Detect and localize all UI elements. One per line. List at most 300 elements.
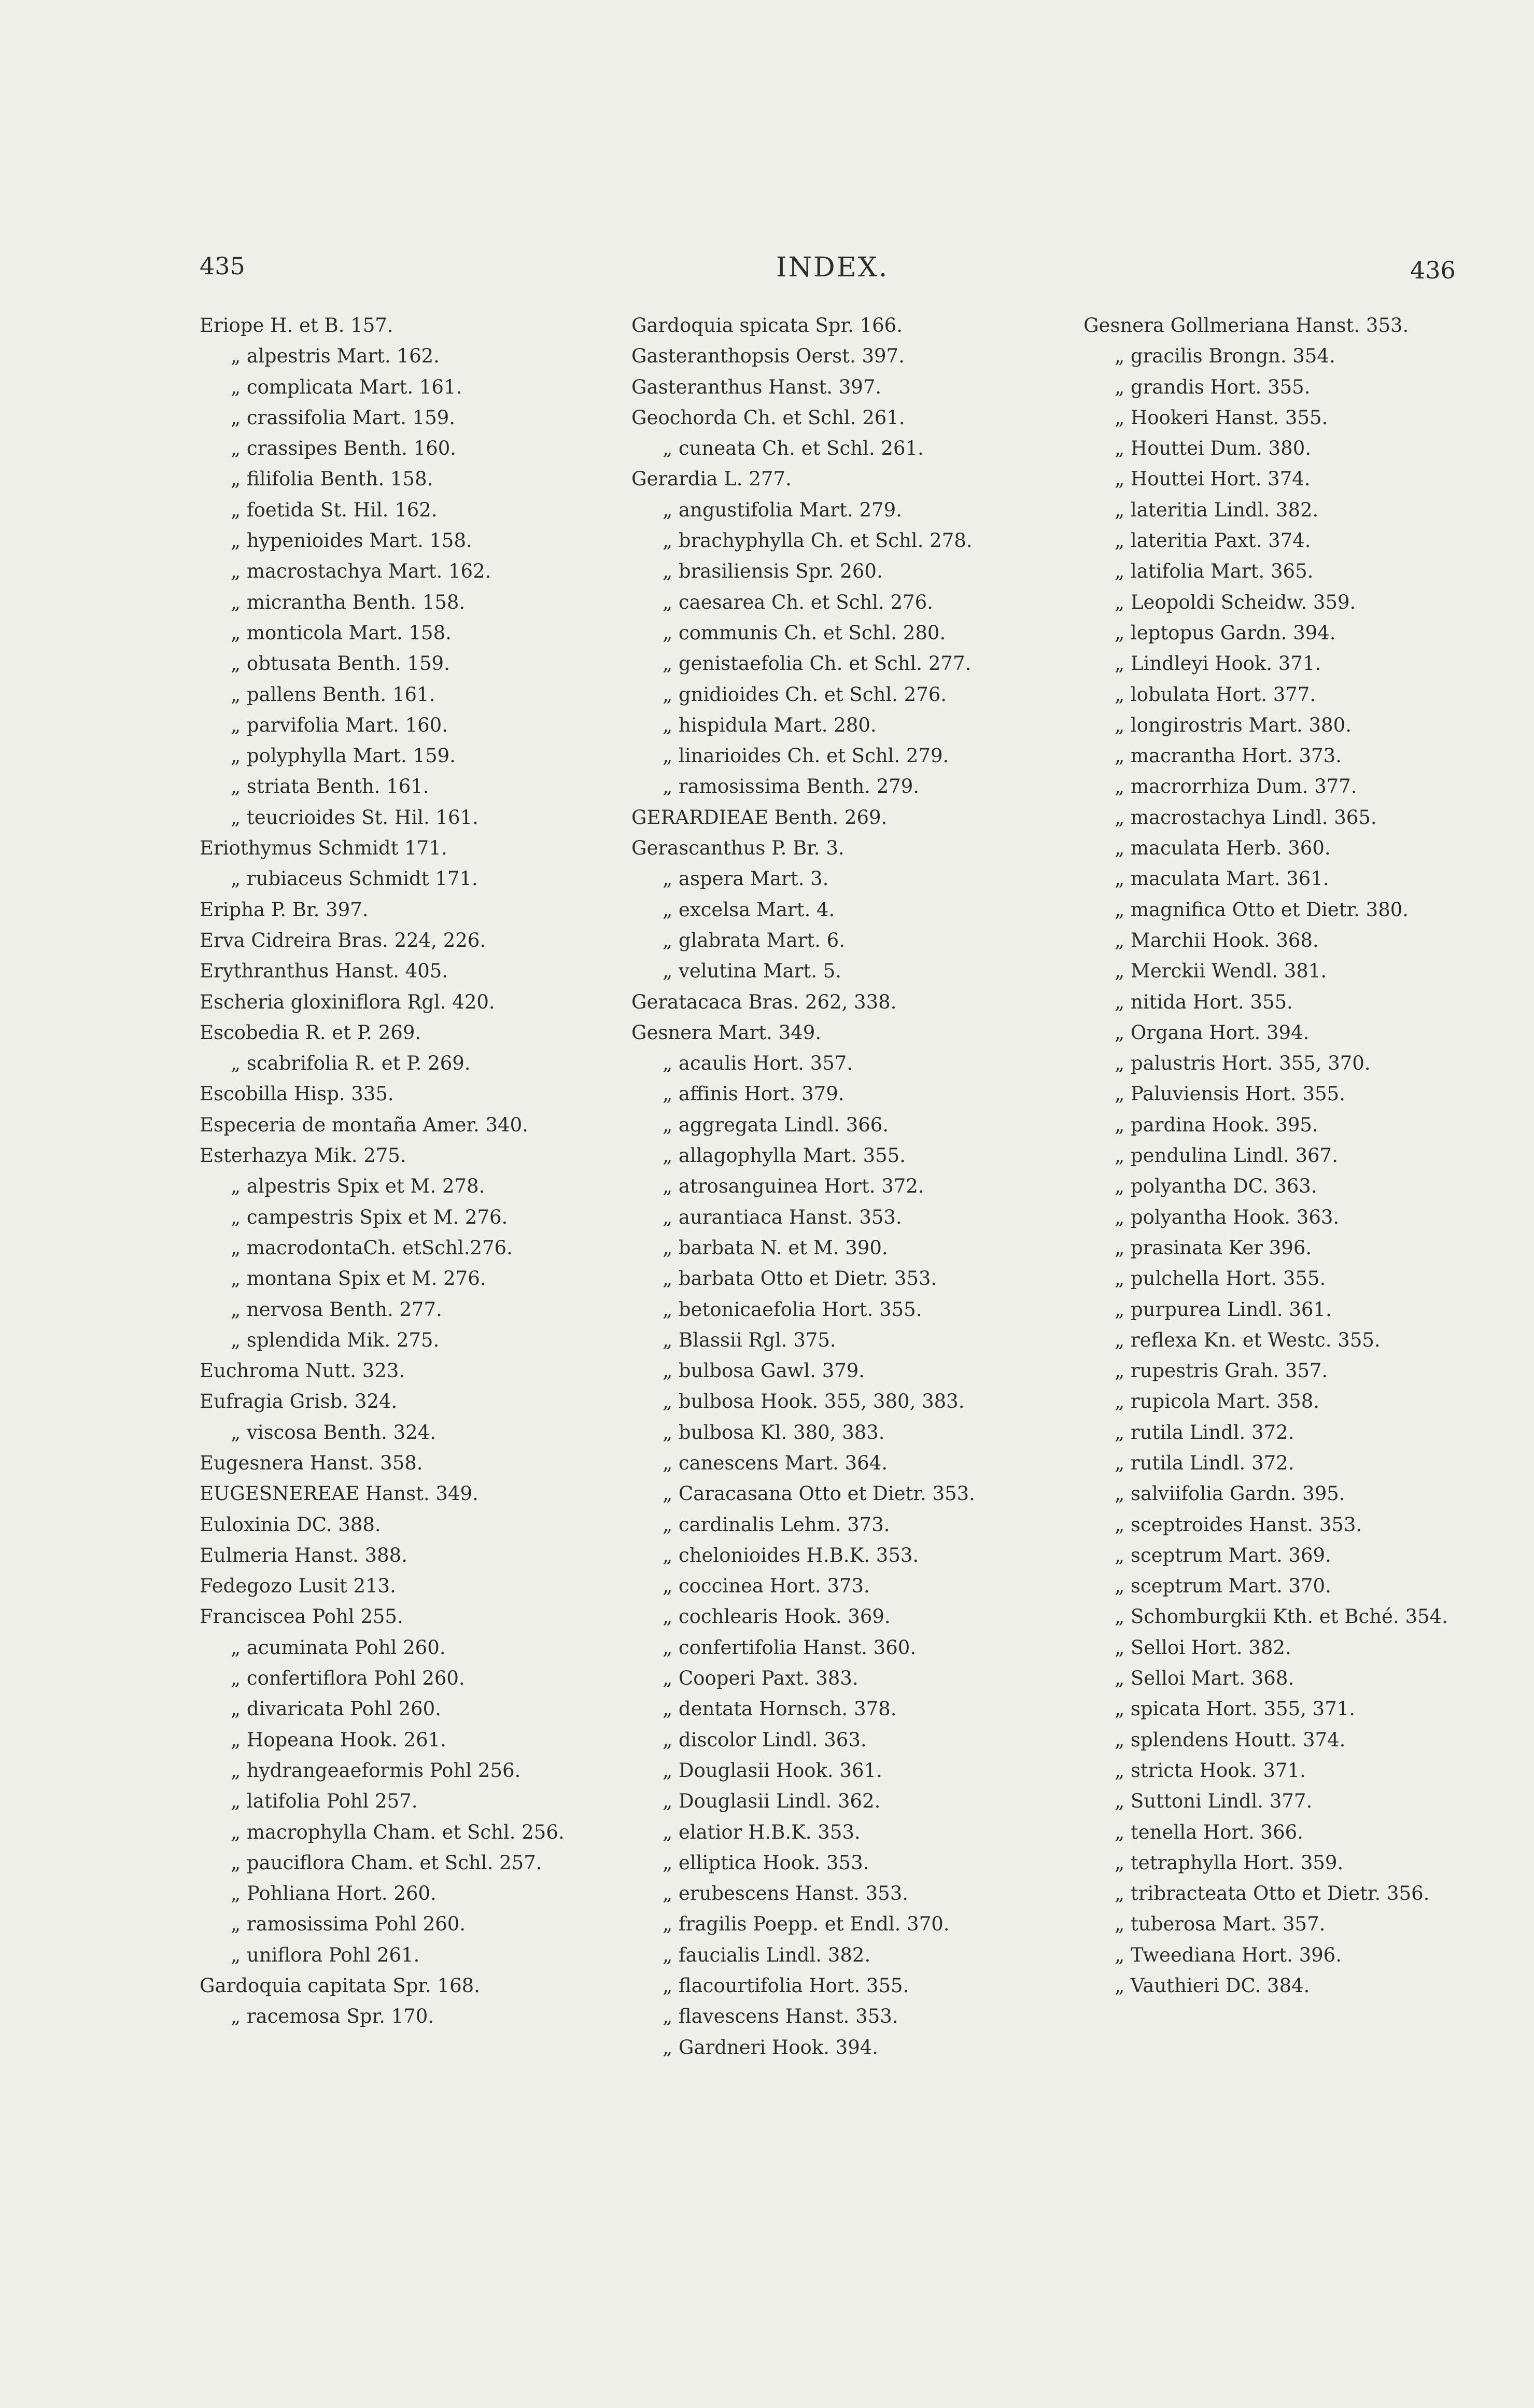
index-entry xyxy=(631,495,1062,525)
index-entry xyxy=(631,525,1062,556)
index-entry xyxy=(1083,433,1514,464)
index-entry-text: „ cuneata Ch. et Schl. 261. xyxy=(663,437,924,460)
index-entry-text: „ glabrata Mart. 6. xyxy=(663,929,845,951)
index-entry-text: „ pallens Benth. 161. xyxy=(231,683,435,706)
index-entry xyxy=(631,464,1062,494)
index-entry-text: „ Hopeana Hook. 261. xyxy=(231,1728,446,1751)
index-entry-text: „ Suttoni Lindl. 377. xyxy=(1115,1790,1313,1813)
index-entry xyxy=(631,587,1062,618)
index-entry-text: „ barbata Otto et Dietr. 353. xyxy=(663,1267,937,1290)
index-entry-text: „ alpestris Mart. 162. xyxy=(231,345,440,368)
index-entry xyxy=(1083,987,1514,1017)
index-entry-text: „ Tweediana Hort. 396. xyxy=(1115,1943,1342,1966)
index-entry-text: Gerascanthus P. Br. 3. xyxy=(631,837,845,860)
index-entry xyxy=(631,1171,1062,1201)
index-entry-text: Fedegozo Lusit 213. xyxy=(200,1575,396,1598)
index-entry-text: „ polyantha DC. 363. xyxy=(1115,1175,1317,1198)
index-entry-text: „ macrodontaCh. etSchl.276. xyxy=(231,1236,513,1259)
index-entry xyxy=(1083,1110,1514,1140)
index-entry-text: „ velutina Mart. 5. xyxy=(663,960,842,983)
index-entry-text: „ bulbosa Gawl. 379. xyxy=(663,1360,865,1382)
index-entry-text: „ tetraphylla Hort. 359. xyxy=(1115,1851,1344,1874)
index-entry xyxy=(200,1601,625,1632)
index-entry xyxy=(200,1448,625,1478)
index-entry xyxy=(1083,1079,1514,1109)
index-entry-text: „ scabrifolia R. et P. 269. xyxy=(231,1052,471,1075)
index-entry-text: Erythranthus Hanst. 405. xyxy=(200,960,448,983)
index-entry xyxy=(631,1632,1062,1663)
index-entry xyxy=(631,556,1062,586)
index-entry-text: „ viscosa Benth. 324. xyxy=(231,1421,436,1444)
index-entry xyxy=(1083,833,1514,863)
index-entry xyxy=(631,1878,1062,1909)
index-column-2 xyxy=(631,310,1062,2063)
index-entry xyxy=(1083,1817,1514,1847)
index-entry-text: Gerardia L. 277. xyxy=(631,468,792,491)
index-entry xyxy=(200,618,625,648)
index-entry xyxy=(631,1048,1062,1079)
index-entry-text: „ Vauthieri DC. 384. xyxy=(1115,1975,1310,1997)
index-entry xyxy=(631,1540,1062,1571)
index-entry-text: „ aurantiaca Hanst. 353. xyxy=(663,1206,902,1228)
index-entry-text: „ acuminata Pohl 260. xyxy=(231,1636,446,1659)
index-entry-text: „ rupicola Mart. 358. xyxy=(1115,1390,1320,1413)
index-entry xyxy=(200,1909,625,1939)
index-entry-text: „ fragilis Poepp. et Endl. 370. xyxy=(663,1913,950,1936)
index-entry xyxy=(631,2032,1062,2063)
index-entry xyxy=(200,740,625,771)
index-entry xyxy=(631,925,1062,956)
index-entry-text: „ Leopoldi Scheidw. 359. xyxy=(1115,591,1356,613)
index-entry xyxy=(1083,1878,1514,1909)
index-entry xyxy=(631,1817,1062,1847)
index-entry-text: Escobedia R. et P. 269. xyxy=(200,1021,421,1044)
index-entry xyxy=(200,1817,625,1847)
index-entry xyxy=(1083,402,1514,433)
index-entry-text: „ latifolia Mart. 365. xyxy=(1115,560,1314,583)
index-entry xyxy=(631,1448,1062,1478)
index-entry xyxy=(200,402,625,433)
index-entry-text: Eugesnera Hanst. 358. xyxy=(200,1451,423,1474)
index-entry-text: Geratacaca Bras. 262, 338. xyxy=(631,990,897,1013)
index-entry-text: „ salviifolia Gardn. 395. xyxy=(1115,1482,1345,1505)
index-entry-text: „ angustifolia Mart. 279. xyxy=(663,498,902,521)
index-entry xyxy=(1083,1294,1514,1325)
index-entry xyxy=(631,1601,1062,1632)
index-entry-text: „ aspera Mart. 3. xyxy=(663,867,829,890)
index-entry-text: „ filifolia Benth. 158. xyxy=(231,468,433,491)
index-entry-text: Escheria gloxiniflora Rgl. 420. xyxy=(200,990,495,1013)
index-entry-text: Especeria de montaña Amer. 340. xyxy=(200,1113,528,1136)
index-entry-text: „ coccinea Hort. 373. xyxy=(663,1575,870,1598)
index-entry-text: „ macrostachya Lindl. 365. xyxy=(1115,806,1377,829)
index-entry xyxy=(1083,1386,1514,1417)
index-entry-text: „ leptopus Gardn. 394. xyxy=(1115,621,1336,644)
index-entry-text: „ divaricata Pohl 260. xyxy=(231,1698,441,1720)
index-entry-text: „ polyantha Hook. 363. xyxy=(1115,1206,1340,1228)
index-entry-text: Eripha P. Br. 397. xyxy=(200,898,369,921)
index-entry xyxy=(631,1386,1062,1417)
index-entry-text: „ confertifolia Hanst. 360. xyxy=(663,1636,917,1659)
index-entry-text: „ betonicaefolia Hort. 355. xyxy=(663,1298,922,1321)
index-entry-text: „ acaulis Hort. 357. xyxy=(663,1052,853,1075)
index-entry xyxy=(631,1417,1062,1448)
index-entry-text: „ Lindleyi Hook. 371. xyxy=(1115,652,1321,675)
index-entry-text: „ polyphylla Mart. 159. xyxy=(231,745,456,767)
index-entry xyxy=(1083,802,1514,833)
index-entry-text: „ barbata N. et M. 390. xyxy=(663,1236,888,1259)
index-entry-text: „ brachyphylla Ch. et Schl. 278. xyxy=(663,529,973,552)
index-entry xyxy=(1083,372,1514,402)
index-entry-text: „ spicata Hort. 355, 371. xyxy=(1115,1698,1356,1720)
index-entry xyxy=(1083,1940,1514,1970)
index-entry xyxy=(200,1140,625,1171)
index-entry-text: „ bulbosa Kl. 380, 383. xyxy=(663,1421,885,1444)
index-entry-text: „ flacourtifolia Hort. 355. xyxy=(663,1975,909,1997)
index-entry-text: „ magnifica Otto et Dietr. 380. xyxy=(1115,898,1409,921)
index-entry xyxy=(200,1786,625,1816)
index-entry-text: „ rutila Lindl. 372. xyxy=(1115,1451,1294,1474)
index-entry xyxy=(1083,1755,1514,1786)
index-entry-text: „ Selloi Hort. 382. xyxy=(1115,1636,1291,1659)
index-entry xyxy=(631,310,1062,341)
index-entry xyxy=(200,1386,625,1417)
index-entry-text: „ obtusata Benth. 159. xyxy=(231,652,450,675)
index-entry-text: „ parvifolia Mart. 160. xyxy=(231,713,448,736)
index-entry-text: „ Gardneri Hook. 394. xyxy=(663,2036,879,2059)
index-entry xyxy=(1083,710,1514,740)
index-entry xyxy=(200,710,625,740)
index-entry xyxy=(200,1693,625,1724)
index-entry-text: „ nervosa Benth. 277. xyxy=(231,1298,442,1321)
index-entry xyxy=(200,1540,625,1571)
index-entry-text: „ ramosissima Pohl 260. xyxy=(231,1913,466,1936)
index-entry-text: „ foetida St. Hil. 162. xyxy=(231,498,438,521)
index-entry-text: „ confertiflora Pohl 260. xyxy=(231,1667,465,1690)
index-entry xyxy=(200,433,625,464)
index-entry xyxy=(200,464,625,494)
index-entry xyxy=(1083,863,1514,894)
index-entry xyxy=(631,1847,1062,1878)
index-entry-text: Gasteranthus Hanst. 397. xyxy=(631,375,882,398)
index-entry xyxy=(200,1478,625,1509)
index-entry-text: „ campestris Spix et M. 276. xyxy=(231,1206,508,1228)
page-header xyxy=(0,252,1534,293)
index-entry xyxy=(1083,1601,1514,1632)
index-entry-text: „ complicata Mart. 161. xyxy=(231,375,462,398)
index-entry-text: Gesnera Gollmeriana Hanst. 353. xyxy=(1083,314,1409,337)
index-entry-text: „ Blassii Rgl. 375. xyxy=(663,1328,836,1351)
index-entry xyxy=(200,1663,625,1693)
index-entry xyxy=(200,556,625,586)
index-entry xyxy=(200,372,625,402)
index-entry-text: Gasteranthopsis Oerst. 397. xyxy=(631,345,905,368)
index-entry-text: „ crassifolia Mart. 159. xyxy=(231,406,456,429)
index-entry-text: „ Douglasii Lindl. 362. xyxy=(663,1790,881,1813)
right-page-number: 436 xyxy=(1410,256,1456,284)
index-entry xyxy=(1083,587,1514,618)
index-entry xyxy=(631,679,1062,710)
index-entry-text: „ erubescens Hanst. 353. xyxy=(663,1882,909,1905)
index-entry-text: „ montana Spix et M. 276. xyxy=(231,1267,486,1290)
index-entry xyxy=(1083,1171,1514,1201)
index-entry-text: „ flavescens Hanst. 353. xyxy=(663,2005,898,2028)
index-entry xyxy=(631,1786,1062,1816)
index-entry-text: Eufragia Grisb. 324. xyxy=(200,1390,398,1413)
index-entry xyxy=(200,1079,625,1109)
index-entry-text: EUGESNEREAE Hanst. 349. xyxy=(200,1482,479,1505)
index-entry xyxy=(631,1663,1062,1693)
index-entry-text: „ sceptrum Mart. 369. xyxy=(1115,1544,1331,1566)
index-entry-text: „ Hookeri Hanst. 355. xyxy=(1115,406,1328,429)
index-entry xyxy=(631,1202,1062,1233)
index-entry xyxy=(200,1171,625,1201)
index-entry-text: „ tuberosa Mart. 357. xyxy=(1115,1913,1326,1936)
index-entry-text: „ alpestris Spix et M. 278. xyxy=(231,1175,485,1198)
index-entry xyxy=(200,1263,625,1294)
index-entry-text: Geochorda Ch. et Schl. 261. xyxy=(631,406,905,429)
index-entry xyxy=(631,1970,1062,2001)
index-entry-text: „ longirostris Mart. 380. xyxy=(1115,713,1352,736)
index-entry xyxy=(200,1355,625,1386)
index-entry-text: „ purpurea Lindl. 361. xyxy=(1115,1298,1332,1321)
index-entry-text: „ rutila Lindl. 372. xyxy=(1115,1421,1294,1444)
index-entry xyxy=(200,1509,625,1540)
index-entry-text: GERARDIEAE Benth. 269. xyxy=(631,806,888,829)
index-entry xyxy=(200,956,625,986)
index-entry-text: „ affinis Hort. 379. xyxy=(663,1083,845,1105)
index-entry xyxy=(1083,1786,1514,1816)
index-entry xyxy=(1083,1478,1514,1509)
index-entry xyxy=(200,1294,625,1325)
index-entry xyxy=(1083,679,1514,710)
index-entry-text: „ Schomburgkii Kth. et Bché. 354. xyxy=(1115,1605,1448,1628)
index-entry xyxy=(1083,1632,1514,1663)
index-entry xyxy=(1083,1663,1514,1693)
index-entry xyxy=(631,618,1062,648)
index-entry-text: Eriope H. et B. 157. xyxy=(200,314,393,337)
index-entry xyxy=(631,1325,1062,1355)
index-entry-text: „ elliptica Hook. 353. xyxy=(663,1851,869,1874)
index-entry xyxy=(631,1940,1062,1970)
index-entry xyxy=(631,1294,1062,1325)
index-entry xyxy=(200,1755,625,1786)
index-entry xyxy=(1083,1571,1514,1601)
index-entry-text: „ macrorrhiza Dum. 377. xyxy=(1115,775,1357,798)
index-entry-text: „ crassipes Benth. 160. xyxy=(231,437,457,460)
index-entry xyxy=(200,1725,625,1755)
index-entry xyxy=(1083,1017,1514,1048)
index-entry xyxy=(200,1048,625,1079)
index-entry-text: „ nitida Hort. 355. xyxy=(1115,990,1293,1013)
index-entry xyxy=(1083,1355,1514,1386)
index-entry-text: „ striata Benth. 161. xyxy=(231,775,429,798)
index-entry-text: Escobilla Hisp. 335. xyxy=(200,1083,394,1105)
index-entry-text: „ cardinalis Lehm. 373. xyxy=(663,1513,890,1536)
index-entry xyxy=(631,1233,1062,1263)
index-entry-text: Gardoquia spicata Spr. 166. xyxy=(631,314,903,337)
index-entry-text: „ aggregata Lindl. 366. xyxy=(663,1113,889,1136)
index-entry xyxy=(200,1847,625,1878)
index-entry xyxy=(200,648,625,679)
index-entry-text: „ lateritia Lindl. 382. xyxy=(1115,498,1319,521)
index-entry xyxy=(200,894,625,925)
index-entry-text: Euloxinia DC. 388. xyxy=(200,1513,381,1536)
index-entry-text: Eulmeria Hanst. 388. xyxy=(200,1544,407,1566)
index-entry-text: „ pendulina Lindl. 367. xyxy=(1115,1144,1338,1167)
index-entry-text: „ tenella Hort. 366. xyxy=(1115,1821,1303,1843)
index-entry xyxy=(200,1970,625,2001)
index-entry xyxy=(200,1233,625,1263)
index-entry-text: „ grandis Hort. 355. xyxy=(1115,375,1311,398)
index-entry-text: „ faucialis Lindl. 382. xyxy=(663,1943,871,1966)
index-entry xyxy=(631,740,1062,771)
index-entry-text: „ pardina Hook. 395. xyxy=(1115,1113,1318,1136)
index-entry xyxy=(200,802,625,833)
index-entry xyxy=(200,1202,625,1233)
index-entry-text: „ Houttei Dum. 380. xyxy=(1115,437,1312,460)
index-entry xyxy=(1083,740,1514,771)
index-entry xyxy=(200,310,625,341)
index-entry-text: „ cochlearis Hook. 369. xyxy=(663,1605,891,1628)
left-page-number: 435 xyxy=(200,252,245,280)
index-entry-text: „ Merckii Wendl. 381. xyxy=(1115,960,1327,983)
index-entry-text: „ Houttei Hort. 374. xyxy=(1115,468,1311,491)
index-entry xyxy=(200,833,625,863)
index-entry xyxy=(1083,618,1514,648)
index-entry xyxy=(631,802,1062,833)
index-entry-text: „ maculata Herb. 360. xyxy=(1115,837,1331,860)
index-entry xyxy=(631,1909,1062,1939)
index-entry-text: „ caesarea Ch. et Schl. 276. xyxy=(663,591,933,613)
index-entry xyxy=(631,2001,1062,2032)
index-entry xyxy=(200,525,625,556)
index-entry-text: „ splendens Houtt. 374. xyxy=(1115,1728,1346,1751)
page-title: INDEX. xyxy=(776,252,889,283)
index-entry xyxy=(200,679,625,710)
index-entry-text: „ elatior H.B.K. 353. xyxy=(663,1821,861,1843)
index-entry xyxy=(200,1571,625,1601)
index-entry xyxy=(631,1140,1062,1171)
index-entry-text: „ macrostachya Mart. 162. xyxy=(231,560,491,583)
index-entry-text: „ lobulata Hort. 377. xyxy=(1115,683,1316,706)
index-entry xyxy=(631,372,1062,402)
index-entry-text: „ palustris Hort. 355, 370. xyxy=(1115,1052,1371,1075)
index-entry-text: „ latifolia Pohl 257. xyxy=(231,1790,418,1813)
index-entry-text: „ hydrangeaeformis Pohl 256. xyxy=(231,1759,521,1782)
index-entry-text: Gardoquia capitata Spr. 168. xyxy=(200,1975,480,1997)
index-entry xyxy=(631,433,1062,464)
index-entry xyxy=(200,987,625,1017)
index-entry-text: „ uniflora Pohl 261. xyxy=(231,1943,420,1966)
index-entry xyxy=(631,1079,1062,1109)
index-entry xyxy=(1083,1725,1514,1755)
index-entry xyxy=(1083,1140,1514,1171)
index-entry xyxy=(200,1017,625,1048)
index-entry-text: „ tribracteata Otto et Dietr. 356. xyxy=(1115,1882,1430,1905)
index-entry xyxy=(1083,1048,1514,1079)
index-entry-text: Gesnera Mart. 349. xyxy=(631,1021,822,1044)
index-entry-text: „ Pohliana Hort. 260. xyxy=(231,1882,437,1905)
index-entry xyxy=(1083,1448,1514,1478)
index-entry xyxy=(631,341,1062,371)
index-entry-text: Esterhazya Mik. 275. xyxy=(200,1144,406,1167)
index-column-3 xyxy=(1083,310,1514,2001)
index-entry-text: „ maculata Mart. 361. xyxy=(1115,867,1329,890)
index-entry xyxy=(631,1693,1062,1724)
index-entry xyxy=(1083,771,1514,802)
index-entry-text: „ micrantha Benth. 158. xyxy=(231,591,466,613)
index-entry-text: „ Douglasii Hook. 361. xyxy=(663,1759,882,1782)
index-entry-text: „ pauciflora Cham. et Schl. 257. xyxy=(231,1851,542,1874)
index-entry xyxy=(200,771,625,802)
index-entry xyxy=(631,987,1062,1017)
index-entry-text: „ bulbosa Hook. 355, 380, 383. xyxy=(663,1390,965,1413)
index-entry xyxy=(1083,1417,1514,1448)
index-entry xyxy=(631,1110,1062,1140)
index-entry xyxy=(1083,1202,1514,1233)
index-entry-text: „ rupestris Grah. 357. xyxy=(1115,1360,1328,1382)
index-entry xyxy=(631,1263,1062,1294)
index-entry xyxy=(631,833,1062,863)
index-entry-text: „ pulchella Hort. 355. xyxy=(1115,1267,1326,1290)
index-entry xyxy=(200,1878,625,1909)
index-entry xyxy=(1083,1540,1514,1571)
index-entry-text: „ hispidula Mart. 280. xyxy=(663,713,877,736)
index-entry-text: „ brasiliensis Spr. 260. xyxy=(663,560,883,583)
index-entry-text: „ splendida Mik. 275. xyxy=(231,1328,440,1351)
index-entry xyxy=(1083,310,1514,341)
index-entry-text: „ linarioides Ch. et Schl. 279. xyxy=(663,745,949,767)
index-entry xyxy=(1083,495,1514,525)
index-entry xyxy=(631,863,1062,894)
index-entry-text: „ genistaefolia Ch. et Schl. 277. xyxy=(663,652,972,675)
index-entry-text: „ macrantha Hort. 373. xyxy=(1115,745,1342,767)
index-entry xyxy=(200,1632,625,1663)
index-entry xyxy=(631,956,1062,986)
index-entry xyxy=(200,495,625,525)
index-entry xyxy=(1083,1509,1514,1540)
index-entry-text: Franciscea Pohl 255. xyxy=(200,1605,403,1628)
index-entry-text: „ stricta Hook. 371. xyxy=(1115,1759,1306,1782)
index-entry-text: „ sceptrum Mart. 370. xyxy=(1115,1575,1331,1598)
index-entry xyxy=(1083,556,1514,586)
index-entry xyxy=(631,1509,1062,1540)
index-entry xyxy=(631,894,1062,925)
index-entry-text: Euchroma Nutt. 323. xyxy=(200,1360,405,1382)
index-entry-text: „ macrophylla Cham. et Schl. 256. xyxy=(231,1821,565,1843)
index-entry xyxy=(631,1017,1062,1048)
index-entry-text: „ hypenioides Mart. 158. xyxy=(231,529,472,552)
index-entry xyxy=(631,1725,1062,1755)
index-entry xyxy=(200,341,625,371)
index-entry xyxy=(1083,341,1514,371)
index-entry-text: „ dentata Hornsch. 378. xyxy=(663,1698,897,1720)
index-entry xyxy=(200,2001,625,2032)
index-entry xyxy=(1083,1847,1514,1878)
index-entry xyxy=(631,402,1062,433)
index-entry-text: „ lateritia Paxt. 374. xyxy=(1115,529,1311,552)
index-entry xyxy=(1083,1233,1514,1263)
index-entry-text: „ Selloi Mart. 368. xyxy=(1115,1667,1294,1690)
index-entry xyxy=(631,710,1062,740)
index-entry xyxy=(631,1478,1062,1509)
index-entry-text: „ prasinata Ker 396. xyxy=(1115,1236,1312,1259)
index-column-1 xyxy=(200,310,625,2032)
index-entry-text: „ communis Ch. et Schl. 280. xyxy=(663,621,946,644)
index-entry-text: „ Organa Hort. 394. xyxy=(1115,1021,1310,1044)
index-entry xyxy=(200,1940,625,1970)
